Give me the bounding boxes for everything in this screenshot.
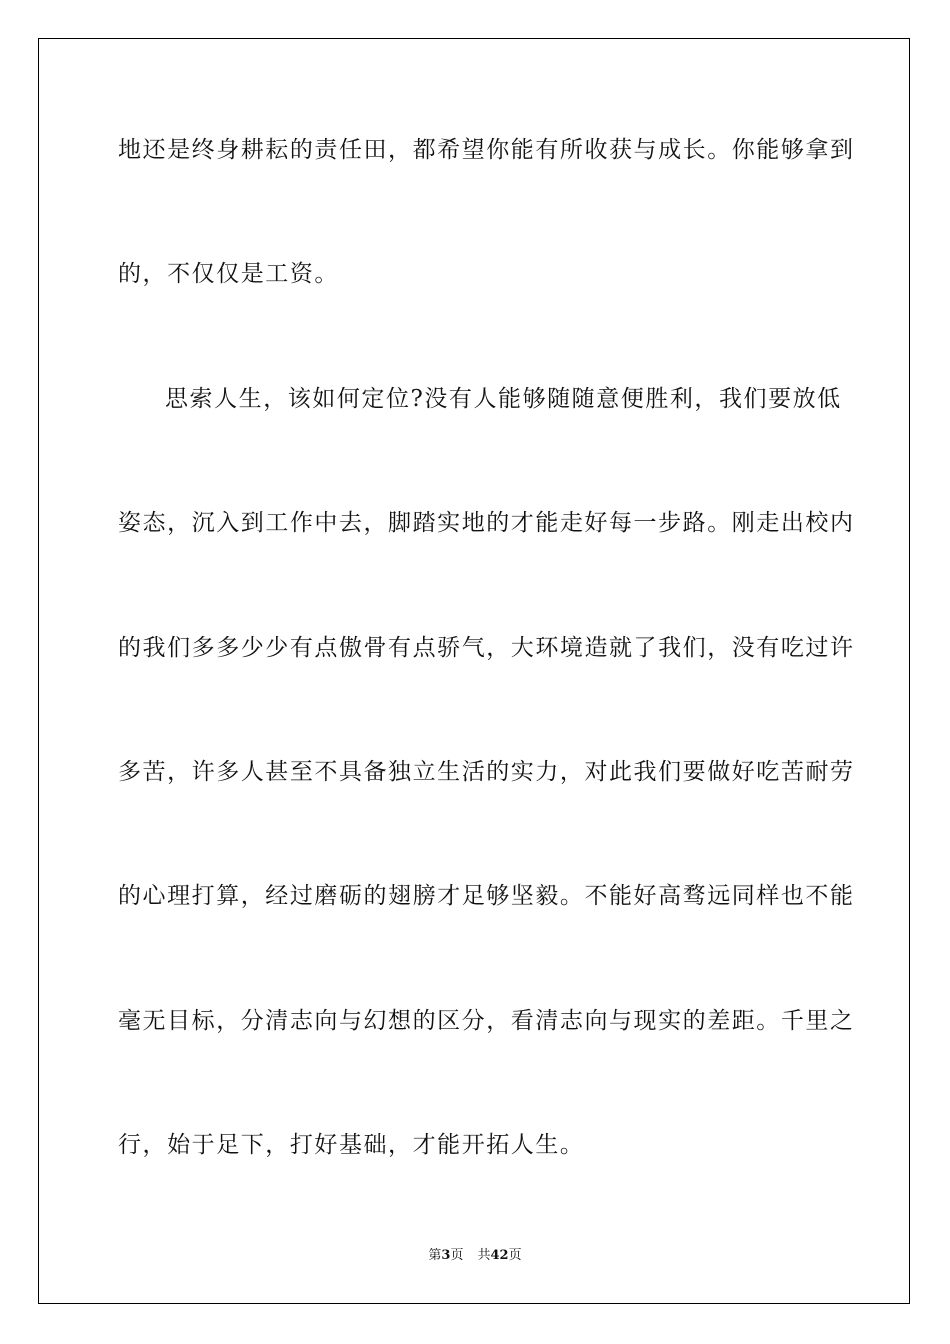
text-line-7: 的心理打算，经过磨砺的翅膀才足够坚毅。不能好高骛远同样也不能 bbox=[118, 883, 855, 909]
total-pages: 42 bbox=[490, 1248, 509, 1263]
text-line-8: 毫无目标，分清志向与幻想的区分，看清志向与现实的差距。千里之 bbox=[118, 1008, 855, 1034]
text-line-1: 地还是终身耕耘的责任田，都希望你能有所收获与成长。你能够拿到 bbox=[118, 137, 855, 163]
text-line-3: 思索人生，该如何定位?没有人能够随随意便胜利，我们要放低 bbox=[165, 386, 842, 412]
text-line-6: 多苦，许多人甚至不具备独立生活的实力，对此我们要做好吃苦耐劳 bbox=[118, 759, 855, 785]
total-suffix: 页 bbox=[508, 1248, 522, 1263]
text-line-2: 的，不仅仅是工资。 bbox=[118, 261, 339, 287]
page-border bbox=[38, 38, 910, 1304]
page-number: 3 bbox=[441, 1248, 451, 1263]
total-prefix: 共 bbox=[477, 1248, 491, 1263]
page-footer bbox=[0, 1247, 950, 1265]
text-line-9: 行，始于足下，打好基础，才能开拓人生。 bbox=[118, 1132, 585, 1158]
page-suffix: 页 bbox=[450, 1248, 464, 1263]
text-line-5: 的我们多多少少有点傲骨有点骄气，大环境造就了我们，没有吃过许 bbox=[118, 635, 855, 661]
page-prefix: 第 bbox=[428, 1248, 442, 1263]
text-line-4: 姿态，沉入到工作中去，脚踏实地的才能走好每一步路。刚走出校内 bbox=[118, 510, 855, 536]
